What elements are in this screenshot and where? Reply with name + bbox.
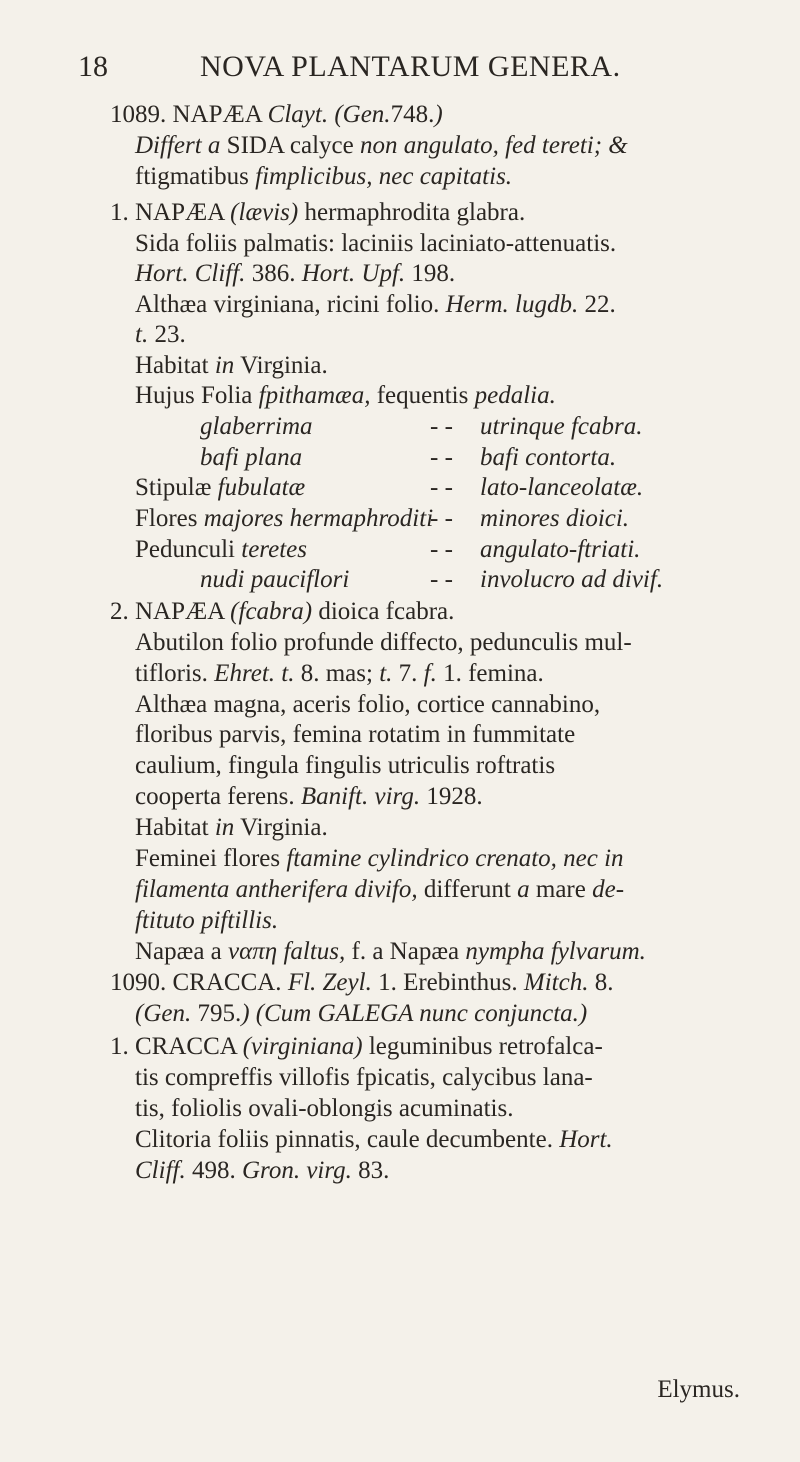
text-line-c1-c bbox=[135, 1125, 613, 1155]
text-segment: ftigmatibus bbox=[135, 163, 256, 190]
text-segment: faltus, bbox=[283, 938, 346, 965]
table-dash: - - bbox=[430, 474, 453, 501]
text-segment: a bbox=[517, 876, 530, 903]
text-line-c1-a bbox=[135, 1063, 593, 1093]
table-cell-left: majores hermaphroditi bbox=[203, 505, 434, 532]
text-segment: Hort. bbox=[559, 1126, 613, 1153]
table-row-left bbox=[135, 473, 305, 503]
text-line-s2 bbox=[110, 597, 454, 627]
text-segment: Clayt. (Gen. bbox=[267, 101, 391, 128]
table-cell-right: involucro ad divif. bbox=[480, 566, 664, 593]
text-segment: 1. Erebinthus. bbox=[371, 969, 524, 996]
text-line-g1089 bbox=[110, 100, 443, 130]
text-segment: (lævis) bbox=[230, 199, 299, 226]
text-segment: 1. CRACCA bbox=[110, 1033, 243, 1060]
text-segment: nympha fylvarum. bbox=[465, 938, 646, 965]
text-segment: Differt a bbox=[135, 132, 227, 159]
text-segment: (virginiana) bbox=[242, 1033, 363, 1060]
text-segment: 83. bbox=[351, 1157, 390, 1184]
text-segment: GALEGA bbox=[317, 1000, 413, 1027]
text-segment: Clitoria foliis pinnatis, caule decumbente. bbox=[135, 1126, 560, 1153]
text-segment: 8. bbox=[588, 969, 614, 996]
text-segment: leguminibus retrofalca- bbox=[362, 1033, 603, 1060]
text-segment: ναπη bbox=[228, 938, 278, 965]
text-line-g1089-d2 bbox=[135, 162, 512, 192]
text-segment: f. bbox=[423, 660, 437, 687]
text-line-s2-a bbox=[135, 628, 632, 658]
text-segment: non angulato, fed tereti; & bbox=[359, 132, 628, 159]
text-segment: t. bbox=[379, 660, 393, 687]
text-line-g1090-a bbox=[135, 999, 587, 1029]
text-segment: 22. bbox=[578, 291, 616, 318]
table-cell-left: bafi plana bbox=[200, 444, 303, 471]
table-cell-right: minores dioici. bbox=[480, 505, 630, 532]
text-segment: 498. bbox=[185, 1157, 242, 1184]
table-row-left bbox=[200, 412, 313, 442]
text-segment: caulium, fingula fingulis utriculis roftratis bbox=[135, 752, 556, 779]
text-line-s1-b bbox=[135, 259, 455, 289]
table-dash: - - bbox=[430, 505, 453, 532]
catchword: Elymus. bbox=[657, 1376, 740, 1403]
text-line-c1-d bbox=[135, 1156, 389, 1186]
text-segment: fequentis bbox=[370, 382, 475, 409]
text-segment: (Gen. bbox=[135, 1000, 192, 1027]
text-line-c1-b bbox=[135, 1094, 513, 1124]
text-segment: Althæa magna, aceris folio, cortice cannabino, bbox=[135, 691, 601, 718]
text-segment: pedalia. bbox=[474, 382, 556, 409]
text-segment: hermaphrodita glabra. bbox=[298, 199, 526, 226]
text-line-s2-g bbox=[135, 813, 328, 843]
text-segment: fimplicibus, nec capitatis. bbox=[255, 163, 513, 190]
text-line-s1 bbox=[110, 198, 525, 228]
page-number: 18 bbox=[78, 50, 108, 83]
text-segment: Althæa virginiana, ricini folio. bbox=[135, 291, 446, 318]
text-segment: ftamine cylindrico crenato, nec in bbox=[286, 845, 624, 872]
table-row-left bbox=[135, 504, 433, 534]
table-cell-left: nudi pauciflori bbox=[200, 566, 350, 593]
text-segment: 1. femina. bbox=[436, 660, 544, 687]
text-segment: 386. bbox=[245, 260, 302, 287]
text-segment: 2. NAPÆA bbox=[110, 598, 231, 625]
page-header bbox=[78, 50, 718, 90]
text-segment: Fl. Zeyl. bbox=[287, 969, 372, 996]
text-segment: 795. bbox=[191, 1000, 242, 1027]
text-segment: Feminei flores bbox=[135, 845, 287, 872]
text-segment: 1090. CRACCA. bbox=[110, 969, 288, 996]
text-segment: 748. bbox=[390, 101, 435, 128]
text-segment: Abutilon folio profunde diffecto, pedunculis mul- bbox=[135, 629, 632, 656]
text-line-s1-d bbox=[135, 320, 186, 350]
table-dash: - - bbox=[430, 444, 453, 471]
text-segment: Mitch. bbox=[523, 969, 589, 996]
text-segment: in bbox=[214, 352, 235, 379]
text-line-s2-d bbox=[135, 720, 575, 750]
table-cell-right: lato-lanceolatæ. bbox=[480, 474, 644, 501]
table-row-left bbox=[200, 443, 302, 473]
text-segment: 1089. NAPÆA bbox=[110, 101, 268, 128]
text-segment: ftituto piftillis. bbox=[135, 907, 279, 934]
text-line-s1-e bbox=[135, 351, 328, 381]
text-segment: Gron. virg. bbox=[241, 1157, 352, 1184]
text-segment: Banift. virg. bbox=[300, 783, 421, 810]
text-segment: differunt bbox=[417, 876, 518, 903]
text-segment: 23. bbox=[148, 321, 186, 348]
text-segment: Hort. Cliff. bbox=[135, 260, 246, 287]
text-segment: floribus parvis, femina rotatim in fummitate bbox=[135, 721, 576, 748]
text-segment: Hujus Folia bbox=[135, 382, 259, 409]
text-segment: cooperta ferens. bbox=[135, 783, 301, 810]
table-row-label: Flores bbox=[135, 505, 204, 532]
text-segment: Virginia. bbox=[234, 352, 328, 379]
text-segment: 7. bbox=[392, 660, 424, 687]
text-segment: fpithamæa, bbox=[258, 382, 371, 409]
text-segment: dioica fcabra. bbox=[312, 598, 455, 625]
text-segment: f. a Napæa bbox=[345, 938, 466, 965]
text-line-c1 bbox=[110, 1032, 603, 1062]
text-segment: ) (Cum bbox=[241, 1000, 318, 1027]
text-segment: ) bbox=[434, 101, 443, 128]
table-row-label: Pedunculi bbox=[135, 536, 242, 563]
table-cell-right: utrinque fcabra. bbox=[480, 413, 643, 440]
text-segment: t. bbox=[135, 321, 149, 348]
text-segment: tis, foliolis ovali-oblongis acuminatis. bbox=[135, 1095, 514, 1122]
text-segment: filamenta antherifera divifo, bbox=[135, 876, 418, 903]
text-line-s2-c bbox=[135, 690, 600, 720]
text-segment: (fcabra) bbox=[230, 598, 313, 625]
table-row-left bbox=[135, 535, 307, 565]
table-cell-left: fubulatæ bbox=[217, 474, 306, 501]
text-line-g1090 bbox=[110, 968, 613, 998]
text-segment: SIDA calyce bbox=[226, 132, 360, 159]
text-line-s2-i bbox=[135, 875, 624, 905]
text-segment: Napæa a bbox=[135, 938, 229, 965]
table-row-left bbox=[200, 565, 349, 595]
text-line-s2-j bbox=[135, 906, 278, 936]
text-line-s2-k bbox=[135, 937, 646, 967]
table-dash: - - bbox=[430, 413, 453, 440]
text-segment: Ehret. t. bbox=[214, 660, 295, 687]
table-dash: - - bbox=[430, 536, 453, 563]
text-line-s2-e bbox=[135, 751, 555, 781]
text-segment: de- bbox=[592, 876, 625, 903]
text-segment: Hort. Upf. bbox=[301, 260, 406, 287]
text-segment: Habitat bbox=[135, 352, 215, 379]
table-row-label: Stipulæ bbox=[135, 474, 218, 501]
text-segment: tifloris. bbox=[135, 660, 215, 687]
text-segment: in bbox=[214, 814, 235, 841]
text-segment: Habitat bbox=[135, 814, 215, 841]
text-segment: nunc conjuncta.) bbox=[413, 1000, 588, 1027]
text-line-s2-f bbox=[135, 782, 483, 812]
text-line-s1-c bbox=[135, 290, 616, 320]
text-segment: 8. mas; bbox=[294, 660, 380, 687]
text-segment: tis compreffis villofis fpicatis, calycibus lana- bbox=[135, 1064, 593, 1091]
text-segment: Herm. lugdb. bbox=[445, 291, 579, 318]
text-line-s2-b bbox=[135, 659, 544, 689]
table-cell-right: bafi contorta. bbox=[480, 444, 617, 471]
table-cell-left: glaberrima bbox=[200, 413, 313, 440]
text-segment: Cliff. bbox=[135, 1157, 186, 1184]
text-line-s2-h bbox=[135, 844, 624, 874]
table-cell-left: teretes bbox=[241, 536, 307, 563]
text-segment: 198. bbox=[405, 260, 456, 287]
table-cell-right: angulato-ftriati. bbox=[480, 536, 641, 563]
table-dash: - - bbox=[430, 566, 453, 593]
running-head: NOVA PLANTARUM GENERA. bbox=[200, 50, 621, 83]
text-line-g1089-d1 bbox=[135, 131, 628, 161]
text-line-s1-f bbox=[135, 381, 556, 411]
text-line-s1-a bbox=[135, 229, 616, 259]
text-segment: 1928. bbox=[420, 783, 483, 810]
text-segment: mare bbox=[529, 876, 593, 903]
text-segment: Sida foliis palmatis: laciniis laciniato-attenuatis. bbox=[135, 230, 617, 257]
text-segment: Virginia. bbox=[234, 814, 328, 841]
text-segment: 1. NAPÆA bbox=[110, 199, 231, 226]
